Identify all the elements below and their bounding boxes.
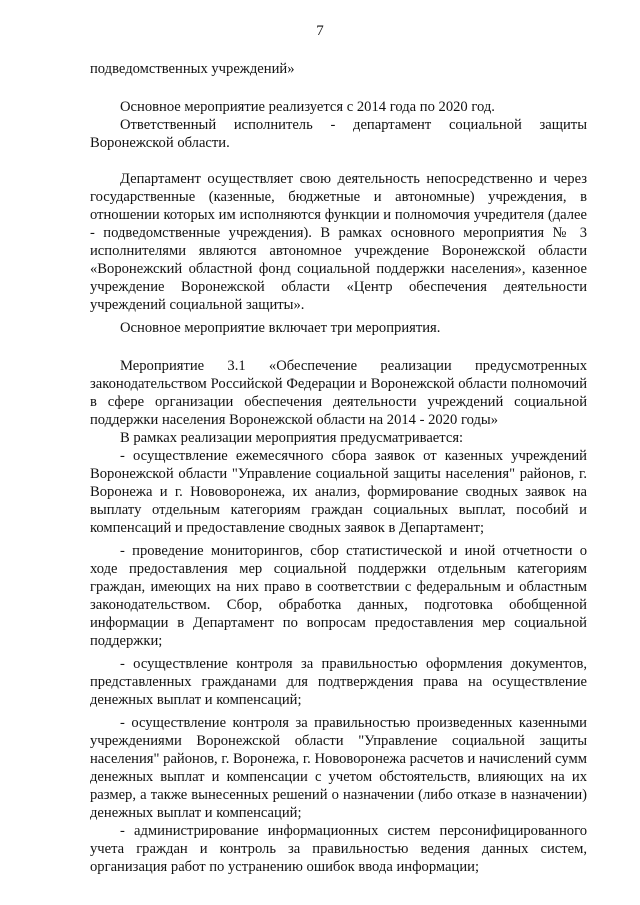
list-item-calculations-control: - осуществление контроля за правильностью произведенных казенными учреждениями Воронежской области "Управление социальной защиты населения" районов, г. Воронежа, г. Нововоронежа расчетов и начислений сумм денежных выплат и компенсации с учетом обстоятельств, влияющих на их размер, а также вынесенных решений о назначении (либо отказе в назначении) денежных выплат и компенсаций;	[90, 715, 587, 821]
paragraph-period: Основное мероприятие реализуется с 2014 года по 2020 год.	[120, 99, 495, 115]
paragraph-continuation: подведомственных учреждений»	[90, 61, 295, 77]
page-number: 7	[316, 23, 324, 39]
paragraph-department: Департамент осуществляет свою деятельность непосредственно и через государственные (казенные, бюджетные и автономные) учреждения, в отношении которых им исполняются функции и полномочия учредителя (далее - подведомственные учреждения). В рамках основного мероприятия № 3 исполнителями являются автономное учреждение Воронежской области «Воронежский областной фонд социальной поддержки населения», казенное учреждение Воронежской области «Центр обеспечения деятельности учреждений социальной защиты».	[90, 171, 587, 313]
paragraph-provisions-intro: В рамках реализации мероприятия предусматривается:	[120, 430, 464, 446]
paragraph-activity-3-1: Мероприятие 3.1 «Обеспечение реализации предусмотренных законодательством Российской Федерации и Воронежской области полномочий в сфере организации обеспечения деятельности учреждений социальной поддержки населения Воронежской области на 2014 - 2020 годы»	[90, 358, 587, 428]
paragraph-executor: Ответственный исполнитель - департамент социальной защиты Воронежской области.	[90, 117, 587, 151]
paragraph-three-activities: Основное мероприятие включает три мероприятия.	[120, 320, 441, 336]
list-item-documents-control: - осуществление контроля за правильностью оформления документов, представленных гражданами для подтверждения права на осуществление денежных выплат и компенсаций;	[90, 656, 587, 708]
list-item-information-systems: - администрирование информационных систем персонифицированного учета граждан и контроль за правильностью ведения данных систем, организация работ по устранению ошибок ввода информации;	[90, 823, 587, 875]
list-item-monitoring: - проведение мониторингов, сбор статистической и иной отчетности о ходе предоставления мер социальной поддержки отдельным категориям граждан, имеющих на них право в соответствии с федеральным и областным законодательством. Сбор, обработка данных, подготовка обобщенной информации в Департамент по вопросам предоставления мер социальной поддержки;	[90, 543, 587, 649]
list-item-applications: - осуществление ежемесячного сбора заявок от казенных учреждений Воронежской области "Управление социальной защиты населения" районов, г. Воронежа и г. Нововоронежа, их анализ, формирование сводных заявок на выплату отдельным категориям граждан социальных выплат, пособий и компенсаций и предоставление сводных заявок в Департамент;	[90, 448, 587, 536]
document-body	[90, 60, 587, 876]
